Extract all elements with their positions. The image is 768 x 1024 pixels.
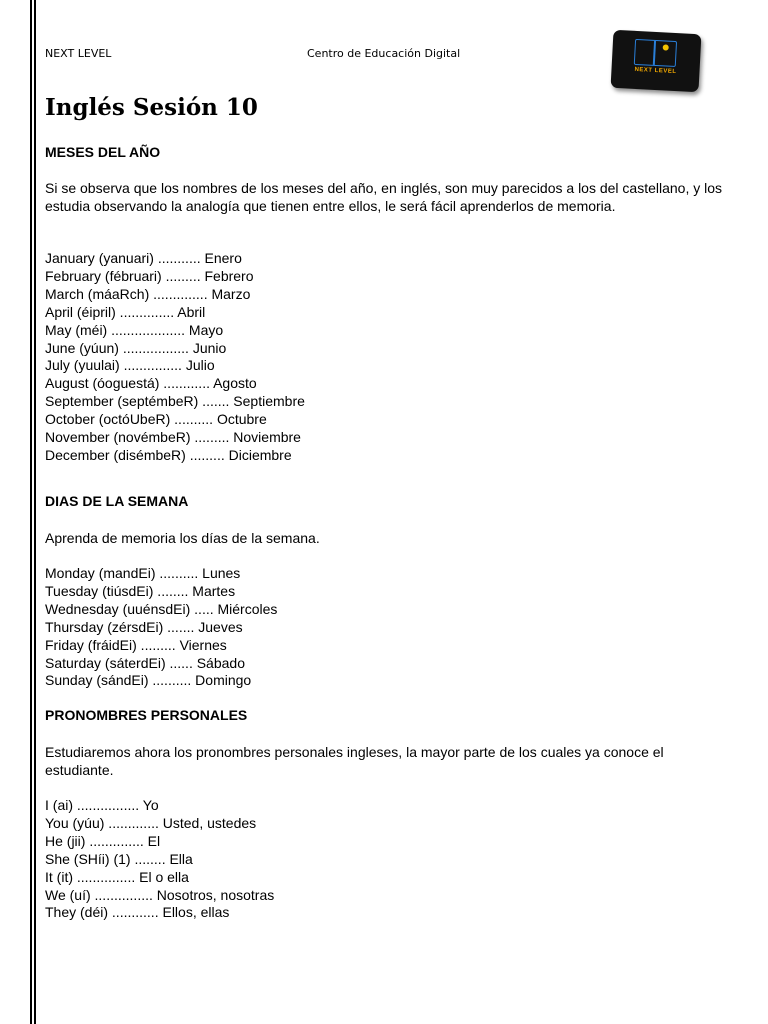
logo [611,30,702,93]
list-item: October (octóUbeR) .......... Octubre [45,411,267,428]
section-heading-days: DIAS DE LA SEMANA [45,493,189,509]
header-brand: NEXT LEVEL [45,47,112,60]
page-title: Inglés Sesión 10 [45,94,258,121]
section-intro-months: Si se observa que los nombres de los meses del año, en inglés, son muy parecidos a los del castellano, y los estudia observando la analogía que tienen entre ellos, le será fácil aprenderlos de memoria. [45,180,723,214]
list-item: November (novémbeR) ......... Noviembre [45,429,301,446]
page-margin-line [34,0,36,1024]
list-item: Monday (mandEi) .......... Lunes [45,565,241,581]
pronouns-list [45,797,274,922]
days-list [45,565,277,690]
section-heading-pronouns: PRONOMBRES PERSONALES [45,707,248,723]
list-item: December (disémbeR) ......... Diciembre [45,446,292,463]
list-item: You (yúu) ............. Usted, ustedes [45,814,257,831]
list-item: They (déi) ............ Ellos, ellas [45,904,230,921]
page-margin-line [30,0,32,1024]
section-heading-months: MESES DEL AÑO [45,144,161,160]
section-intro-pronouns: Estudiaremos ahora los pronombres personales ingleses, la mayor parte de los cuales ya conoce el estudiante. [45,744,664,778]
list-item: Friday (fráidEi) ......... Viernes [45,636,227,653]
list-item: Sunday (sándEi) .......... Domingo [45,672,252,689]
list-item: It (it) ............... El o ella [45,868,189,885]
list-item: August (óoguestá) ............ Agosto [45,375,257,392]
list-item: He (jii) .............. El [45,832,161,849]
list-item: July (yuulai) ............... Julio [45,357,215,374]
list-item: Tuesday (tiúsdEi) ........ Martes [45,582,236,599]
list-item: May (méi) ................... Mayo [45,321,224,338]
list-item: January (yanuari) ........... Enero [45,250,242,266]
list-item: Wednesday (uuénsdEi) ..... Miércoles [45,600,278,617]
list-item: March (máaRch) .............. Marzo [45,285,251,302]
book-icon [634,39,677,67]
list-item: Thursday (zérsdEi) ....... Jueves [45,618,243,635]
list-item: April (éipril) .............. Abril [45,303,206,320]
list-item: We (uí) ............... Nosotros, nosotras [45,886,275,903]
logo-text: NEXT LEVEL [634,66,677,76]
list-item: Saturday (sáterdEi) ...... Sábado [45,654,245,671]
list-item: She (SHíi) (1) ........ Ella [45,850,193,867]
list-item: June (yúun) ................. Junio [45,339,227,356]
list-item: February (fébruari) ......... Febrero [45,267,254,284]
section-intro-days: Aprenda de memoria los días de la semana. [45,530,320,546]
list-item: September (septémbeR) ....... Septiembre [45,393,305,410]
months-list [45,250,305,465]
header-institution: Centro de Educación Digital [307,47,461,60]
list-item: I (ai) ................ Yo [45,797,159,813]
